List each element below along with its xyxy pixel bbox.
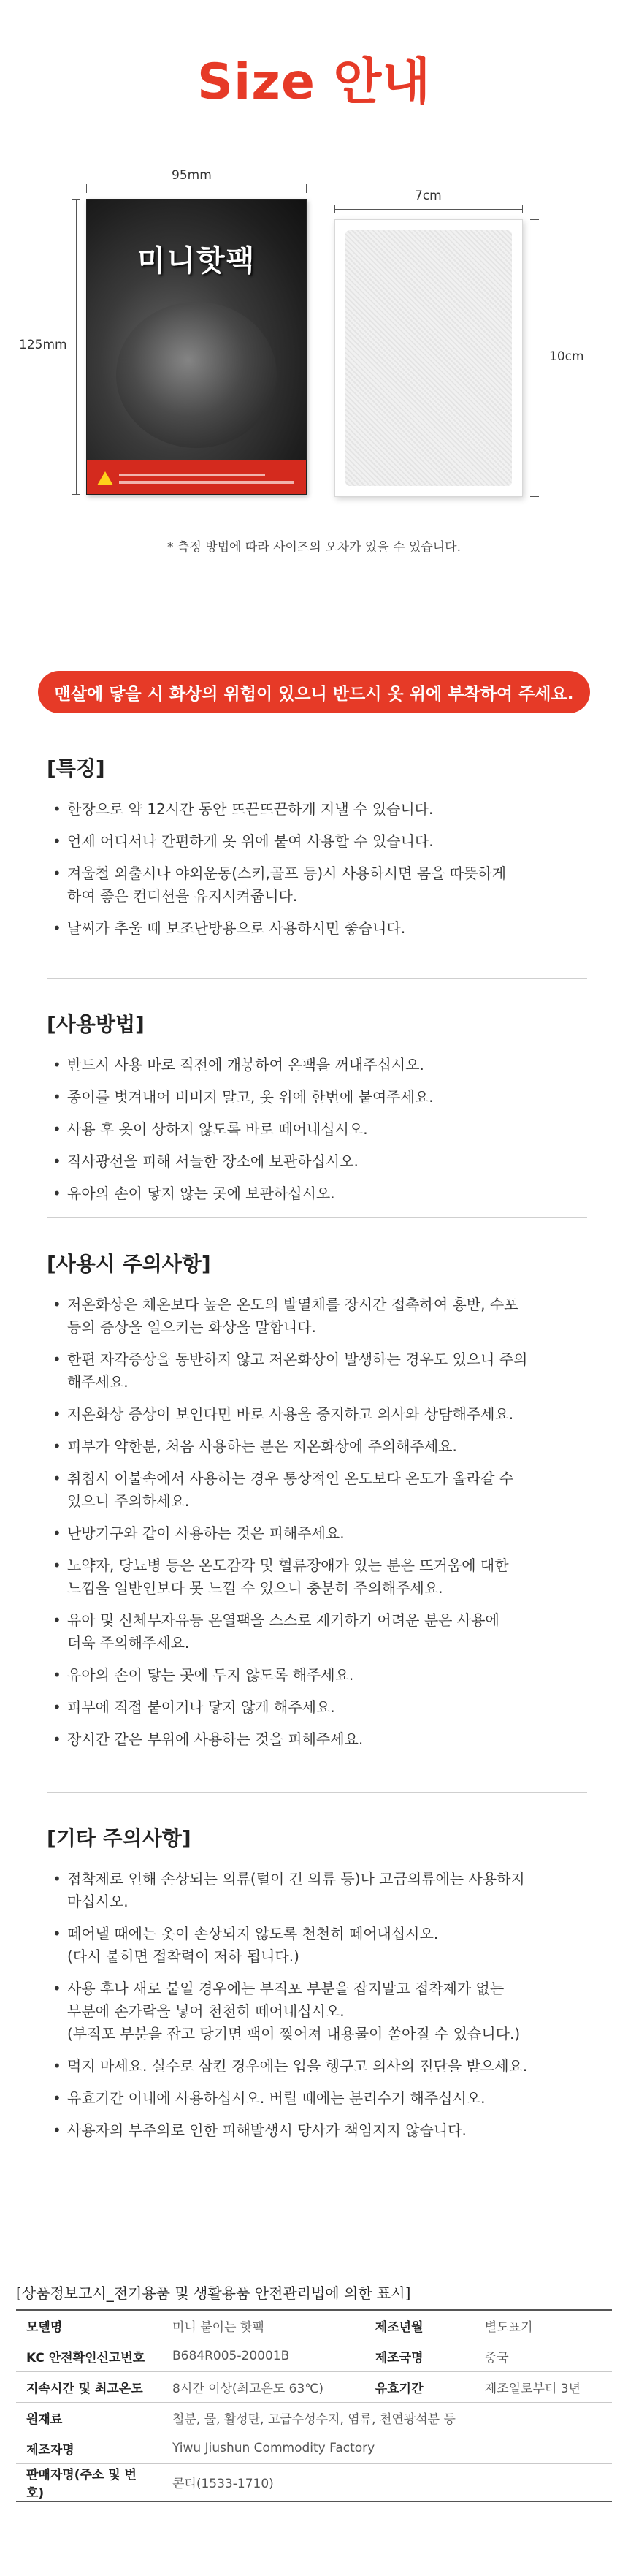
list-item: • 유아의 손이 닿는 곳에 두지 않도록 해주세요.: [47, 1664, 587, 1687]
list-item: • 사용자의 부주의로 인한 피해발생시 당사가 책임지지 않습니다.: [47, 2119, 587, 2142]
table-value-cell: 콘티(1533-1710): [162, 2463, 612, 2501]
list-item: • 언제 어디서나 간편하게 옷 위에 붙여 사용할 수 있습니다.: [47, 830, 587, 853]
pad-texture: [345, 230, 512, 486]
pack-height-tick-bottom: [72, 494, 80, 495]
list-item: • 유아 및 신체부자유등 온열팩을 스스로 제거하기 어려운 분은 사용에 더욱 주의해주세요.: [47, 1609, 587, 1654]
list-item: • 사용 후나 새로 붙일 경우에는 부직포 부분을 잡지말고 접착제가 없는 부분에 손가락을 넣어 천천히 떼어내십시오. (부직포 부분을 잡고 당기면 팩이 찢어져 내용물이 쏟아질 수 있습니다.): [47, 1977, 587, 2045]
list-item: • 장시간 같은 부위에 사용하는 것을 피해주세요.: [47, 1728, 587, 1751]
product-info-table: [16, 2309, 612, 2502]
table-key-cell: 유효기간: [365, 2371, 475, 2402]
section-other-precautions: [47, 1823, 587, 2151]
list-item: • 직사광선을 피해 서늘한 장소에 보관하십시오.: [47, 1150, 587, 1173]
table-row: [16, 2433, 612, 2463]
pad-height-label: 10cm: [549, 349, 584, 364]
pack-photo-graphic: [116, 302, 277, 448]
list-item: • 먹지 마세요. 실수로 삼킨 경우에는 입을 헹구고 의사의 진단을 받으세요.: [47, 2055, 587, 2078]
pack-height-line: [76, 199, 77, 495]
section-usage: [47, 1008, 587, 1215]
section-heading: [특징]: [47, 756, 105, 780]
pad-height-tick-bottom: [530, 496, 539, 497]
product-info-title: [상품정보고시_전기용품 및 생활용품 안전관리법에 의한 표시]: [16, 2284, 411, 2302]
table-key-cell: 모델명: [16, 2310, 162, 2341]
table-value-cell: 철분, 물, 활성탄, 고급수성수지, 염류, 천연광석분 등: [162, 2402, 612, 2433]
section-list: [47, 1868, 587, 2142]
warning-banner: 맨살에 닿을 시 화상의 위험이 있으니 반드시 옷 위에 부착하여 주세요.: [38, 671, 590, 713]
list-item: • 접착제로 인해 손상되는 의류(털이 긴 의류 등)나 고급의류에는 사용하지 마십시오.: [47, 1868, 587, 1913]
pad-width-tick-left: [334, 205, 335, 213]
heat-pad-image: [334, 219, 523, 497]
list-item: • 노약자, 당뇨병 등은 온도감각 및 혈류장애가 있는 분은 뜨거움에 대한 느낌을 일반인보다 못 느낄 수 있으니 충분히 주의해주세요.: [47, 1554, 587, 1600]
table-key-cell: 제조년월: [365, 2310, 475, 2341]
table-key-cell: 지속시간 및 최고온도: [16, 2371, 162, 2402]
pack-bottom-strip: [87, 460, 306, 494]
list-item: • 겨울철 외출시나 야외운동(스키,골프 등)시 사용하시면 몸을 따뜻하게 하여 좋은 컨디션을 유지시켜줍니다.: [47, 862, 587, 908]
pad-height-tick-top: [530, 219, 539, 220]
section-heading: [사용시 주의사항]: [47, 1252, 211, 1276]
pack-height-tick-top: [72, 199, 80, 200]
pad-width-line: [334, 209, 523, 210]
table-value-cell: 별도표기: [475, 2310, 612, 2341]
table-value-cell: Yiwu Jiushun Commodity Factory: [162, 2433, 612, 2463]
list-item: • 피부가 약한분, 처음 사용하는 분은 저온화상에 주의해주세요.: [47, 1435, 587, 1458]
list-item: • 유효기간 이내에 사용하십시오. 버릴 때에는 분리수거 해주십시오.: [47, 2087, 587, 2110]
section-list: [47, 1293, 587, 1751]
section-list: [47, 798, 587, 940]
pack-fine-print: [119, 481, 294, 484]
list-item: • 날씨가 추울 때 보조난방용으로 사용하시면 좋습니다.: [47, 917, 587, 940]
list-item: • 떼어낼 때에는 옷이 손상되지 않도록 천천히 떼어내십시오. (다시 붙히면 접착력이 저하 됩니다.): [47, 1923, 587, 1968]
pack-title: 미니핫팩: [137, 244, 256, 278]
table-row: [16, 2310, 612, 2341]
table-key-cell: 원재료: [16, 2402, 162, 2433]
list-item: • 한편 자각증상을 동반하지 않고 저온화상이 발생하는 경우도 있으니 주의 해주세요.: [47, 1348, 587, 1394]
table-row: [16, 2463, 612, 2501]
list-item: • 반드시 사용 바로 직전에 개봉하여 온팩을 꺼내주십시오.: [47, 1054, 587, 1076]
table-value-cell: 중국: [475, 2341, 612, 2371]
list-item: • 사용 후 옷이 상하지 않도록 바로 떼어내십시오.: [47, 1118, 587, 1141]
list-item: • 종이를 벗겨내어 비비지 말고, 옷 위에 한번에 붙여주세요.: [47, 1086, 587, 1109]
list-item: • 취침시 이불속에서 사용하는 경우 통상적인 온도보다 온도가 올라갈 수 있으니 주의하세요.: [47, 1467, 587, 1513]
warning-icon: [97, 471, 113, 485]
list-item: • 피부에 직접 붙이거나 닿지 않게 해주세요.: [47, 1696, 587, 1719]
page-title: Size 안내: [196, 53, 432, 111]
pack-height-label: 125mm: [19, 338, 67, 352]
table-row: [16, 2341, 612, 2371]
pad-width-tick-right: [522, 205, 523, 213]
size-note: * 측정 방법에 따라 사이즈의 오차가 있을 수 있습니다.: [167, 540, 461, 555]
table-key-cell: 제조국명: [365, 2341, 475, 2371]
section-divider: [47, 1792, 587, 1793]
table-value-cell: 제조일로부터 3년: [475, 2371, 612, 2402]
section-divider: [47, 978, 587, 979]
table-row: [16, 2402, 612, 2433]
pack-fine-print: [119, 474, 265, 476]
table-key-cell: 제조자명: [16, 2433, 162, 2463]
list-item: • 저온화상은 체온보다 높은 온도의 발열체를 장시간 접촉하여 홍반, 수포 등의 증상을 일으키는 화상을 말합니다.: [47, 1293, 587, 1339]
list-item: • 저온화상 증상이 보인다면 바로 사용을 중지하고 의사와 상담해주세요.: [47, 1403, 587, 1426]
table-value-cell: 미니 붙이는 핫팩: [162, 2310, 365, 2341]
pad-width-label: 7cm: [415, 189, 442, 203]
table-value-cell: 8시간 이상(최고온도 63℃): [162, 2371, 365, 2402]
section-features: [47, 753, 587, 949]
table-row: [16, 2371, 612, 2402]
list-item: • 난방기구와 같이 사용하는 것은 피해주세요.: [47, 1522, 587, 1545]
section-divider: [47, 1217, 587, 1218]
section-heading: [기타 주의사항]: [47, 1826, 191, 1850]
table-value-cell: B684R005-20001B: [162, 2341, 365, 2371]
list-item: • 유아의 손이 닿지 않는 곳에 보관하십시오.: [47, 1182, 587, 1205]
table-key-cell: 판매자명(주소 및 번호): [16, 2463, 162, 2501]
pack-width-label: 95mm: [172, 168, 212, 183]
section-heading: [사용방법]: [47, 1012, 145, 1036]
list-item: • 한장으로 약 12시간 동안 뜨끈뜨끈하게 지낼 수 있습니다.: [47, 798, 587, 821]
table-key-cell: KC 안전확인신고번호: [16, 2341, 162, 2371]
section-list: [47, 1054, 587, 1205]
section-precautions: [47, 1248, 587, 1760]
pack-width-tick-left: [86, 184, 87, 193]
pack-width-tick-right: [306, 184, 307, 193]
hot-pack-image: [86, 199, 307, 495]
